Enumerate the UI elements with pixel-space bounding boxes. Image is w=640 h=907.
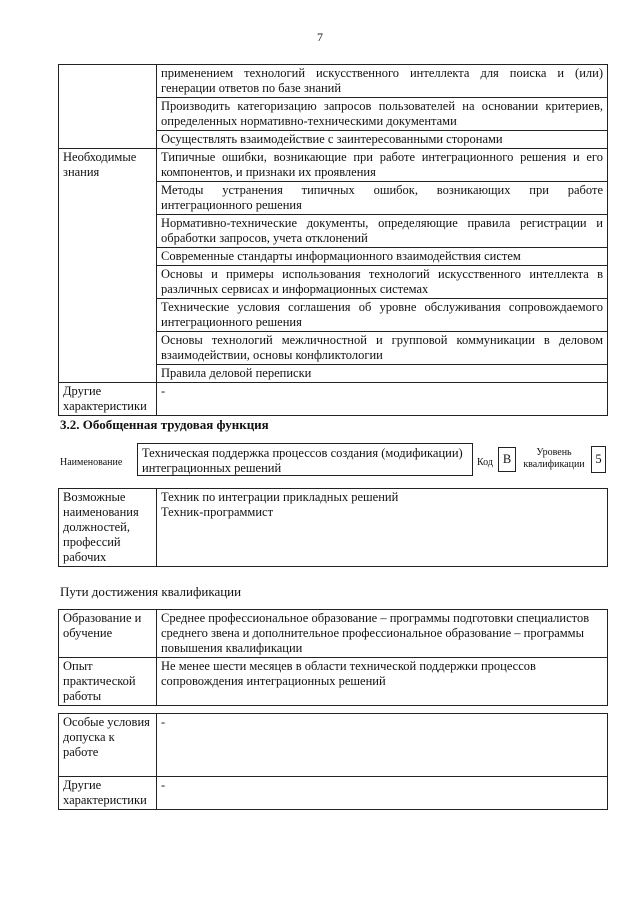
- skill-item: применением технологий искусственного интеллекта для поиска и (или) генерации ответов по базе знаний: [157, 65, 608, 98]
- paths-title: Пути достижения квалификации: [60, 584, 242, 599]
- level-label: Уровень квалификации: [523, 447, 585, 470]
- experience-label: Опыт практической работы: [59, 658, 157, 706]
- position-item: Техник-программист: [161, 505, 274, 519]
- level-value: 5: [595, 452, 602, 466]
- code-value: B: [502, 452, 512, 466]
- skill-item: Производить категоризацию запросов пользователей на основании критериев, определенных нормативно-техническими документами: [157, 98, 608, 131]
- admission-value: -: [157, 714, 608, 777]
- skill-item: Осуществлять взаимодействие с заинтересованными сторонами: [157, 131, 608, 149]
- row-label-knowledge: Необходимые знания: [59, 149, 157, 383]
- knowledge-item: Типичные ошибки, возникающие при работе интеграционного решения и его компонентов, и признаки их проявления: [157, 149, 608, 182]
- positions-table: [58, 488, 608, 567]
- education-label: Образование и обучение: [59, 610, 157, 658]
- qualification-paths-table: [58, 609, 608, 706]
- other-value: -: [157, 383, 608, 416]
- positions-values: [157, 489, 608, 567]
- knowledge-item: Основы и примеры использования технологий искусственного интеллекта в различных сервисах и информационных системах: [157, 266, 608, 299]
- section-title: 3.2. Обобщенная трудовая функция: [60, 417, 269, 432]
- admission-table: [58, 713, 608, 810]
- knowledge-table: [58, 64, 608, 416]
- knowledge-item: Правила деловой переписки: [157, 365, 608, 383]
- other-characteristics-value: -: [157, 777, 608, 810]
- code-value-box: [498, 447, 516, 472]
- row-label-skills: [59, 65, 157, 149]
- experience-value: Не менее шести месяцев в области технической поддержки процессов сопровождения интеграционных решений: [157, 658, 608, 706]
- knowledge-item: Современные стандарты информационного взаимодействия систем: [157, 248, 608, 266]
- knowledge-item: Основы технологий межличностной и групповой коммуникации в деловом взаимодействии, основы конфликтологии: [157, 332, 608, 365]
- position-item: Техник по интеграции прикладных решений: [161, 490, 399, 504]
- name-value: Техническая поддержка процессов создания (модификации) интеграционных решений: [142, 446, 463, 475]
- knowledge-item: Нормативно-технические документы, определяющие правила регистрации и обработки запросов, учета отклонений: [157, 215, 608, 248]
- other-characteristics-label: Другие характеристики: [59, 777, 157, 810]
- admission-label: Особые условия допуска к работе: [59, 714, 157, 777]
- level-value-box: [591, 446, 606, 473]
- row-label-other: Другие характеристики: [59, 383, 157, 416]
- name-value-box: [137, 443, 473, 476]
- page-number: 7: [317, 30, 323, 44]
- education-value: Среднее профессиональное образование – программы подготовки специалистов среднего звена и дополнительное профессиональное образование – программы повышения квалификации: [157, 610, 608, 658]
- code-label: Код: [477, 457, 493, 468]
- positions-label: Возможные наименования должностей, профессий рабочих: [59, 489, 157, 567]
- name-label: Наименование: [60, 457, 123, 468]
- knowledge-item: Методы устранения типичных ошибок, возникающих при работе интеграционного решения: [157, 182, 608, 215]
- knowledge-item: Технические условия соглашения об уровне обслуживания сопровождаемого интеграционного решения: [157, 299, 608, 332]
